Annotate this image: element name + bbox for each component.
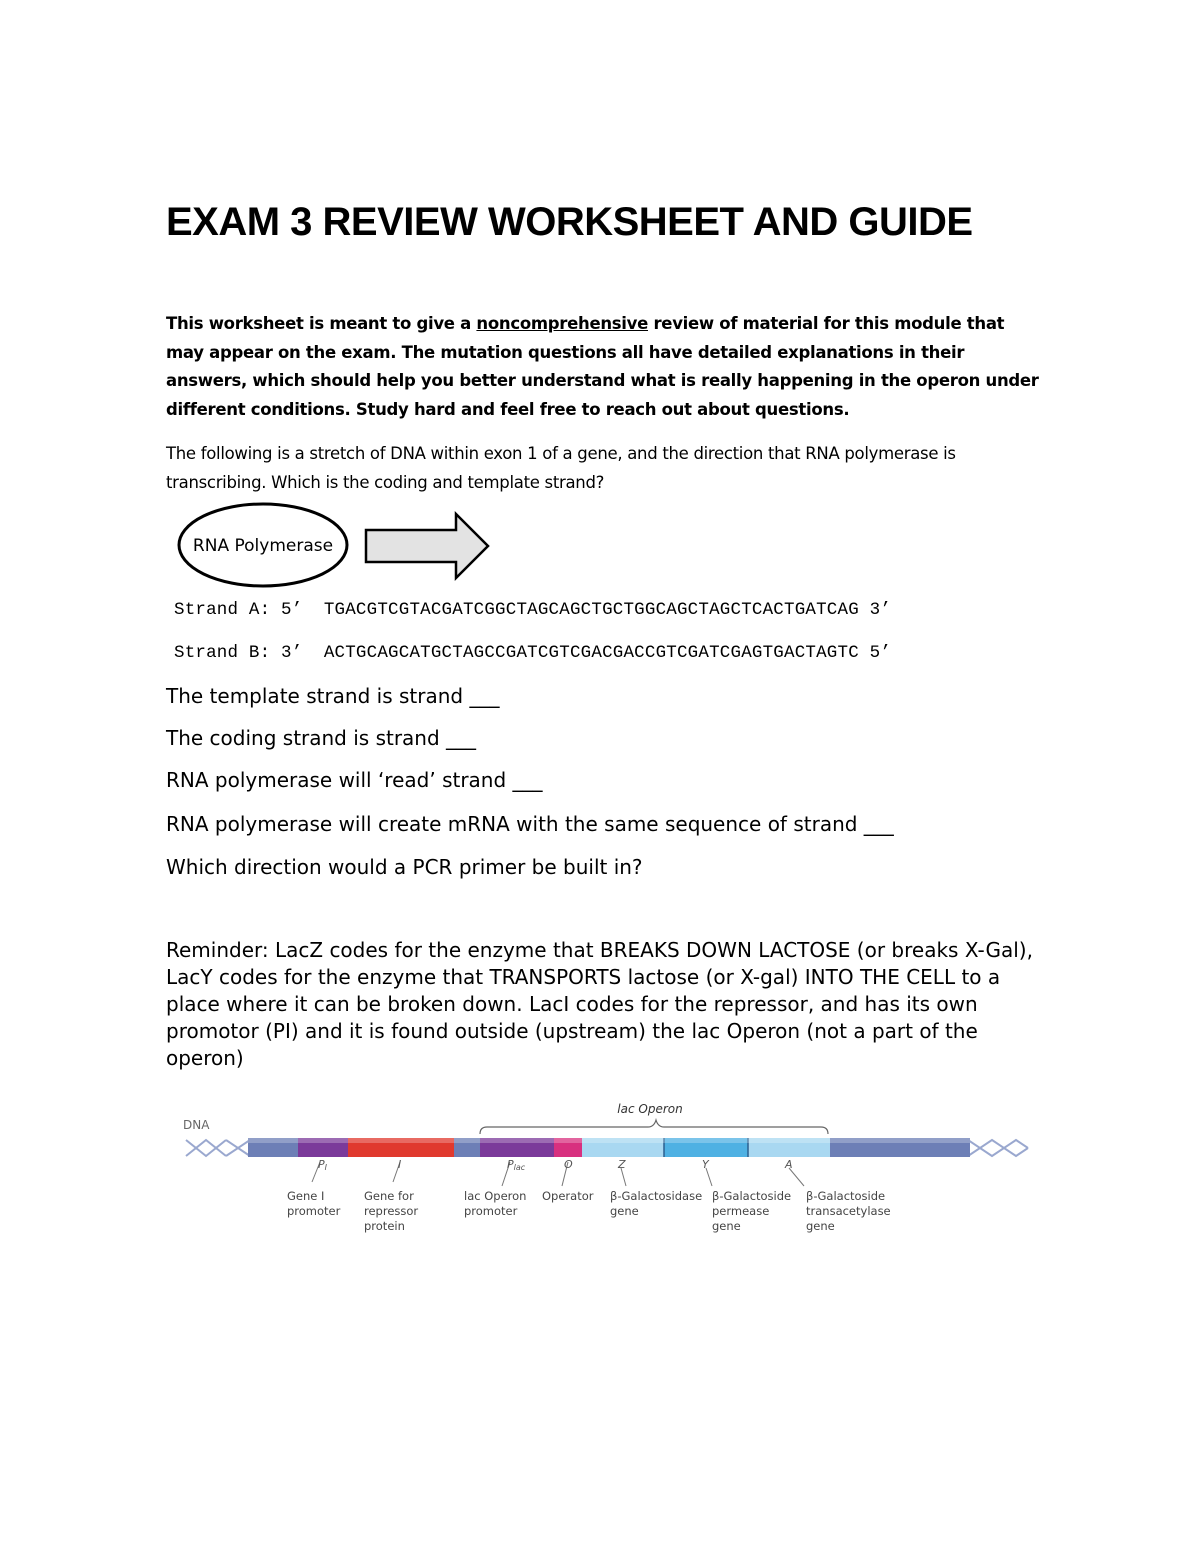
permease-caption: β-Galactoside permease gene xyxy=(712,1189,792,1233)
dna-twist-left-icon xyxy=(186,1140,250,1156)
gene-i-promoter-letter: PI xyxy=(318,1158,327,1172)
dna-highlight xyxy=(248,1138,970,1143)
lac-promoter-caption: lac Operon promoter xyxy=(464,1189,527,1218)
lac-operon-label: lac Operon xyxy=(617,1102,683,1116)
lacz-letter: Z xyxy=(618,1158,626,1171)
reminder-paragraph: Reminder: LacZ codes for the enzyme that BREAKS DOWN LACTOSE (or breaks X-Gal), LacY codes for the enzyme that TRANSPORTS lactose (or X-gal) INTO THE CELL to a place where it can be broken down. LacI codes for the repressor, and has its own promotor (PI) and it is found outside (upstream) the lac Operon (not a part of the operon) xyxy=(166,938,1033,1070)
rna-polymerase-diagram xyxy=(176,500,506,592)
operator-letter: O xyxy=(564,1158,573,1171)
repressor-gene-letter: I xyxy=(398,1158,402,1171)
operator-caption: Operator xyxy=(542,1189,594,1203)
transacetylase-caption: β-Galactoside transacetylase gene xyxy=(806,1189,891,1233)
transcription-direction-arrow-icon xyxy=(366,514,488,578)
pointer-lines xyxy=(312,1162,804,1186)
intro-text-end: review of material for this module that may appear on the exam. The mutation questions all have detailed explanations in their answers, which should help you better understand what is really happening in the operon under different conditions. Study hard and feel free to reach out about questions. xyxy=(166,314,1039,419)
question-read-strand: RNA polymerase will ‘read’ strand ___ xyxy=(166,768,543,792)
question-template-strand: The template strand is strand ___ xyxy=(166,684,500,708)
intro-underlined-word: noncomprehensive xyxy=(476,314,649,333)
dna-twist-right-icon xyxy=(968,1140,1028,1156)
intro-text-start: This worksheet is meant to give a xyxy=(166,314,477,333)
question-pcr-primer: Which direction would a PCR primer be built in? xyxy=(166,855,643,879)
rna-polymerase-label: RNA Polymerase xyxy=(192,536,334,556)
question-mrna-sequence: RNA polymerase will create mRNA with the same sequence of strand ___ xyxy=(166,812,894,836)
repressor-gene-caption: Gene for repressor protein xyxy=(364,1189,419,1233)
question-coding-strand: The coding strand is strand ___ xyxy=(166,726,477,750)
dna-question: The following is a stretch of DNA within exon 1 of a gene, and the direction that RNA polymerase is transcribing. Which is the coding and template strand? xyxy=(166,444,956,492)
lac-operon-diagram xyxy=(178,1096,1038,1246)
lacy-letter: Y xyxy=(702,1158,709,1171)
intro-paragraph xyxy=(166,310,1046,424)
lac-promoter-letter: Plac xyxy=(507,1158,526,1172)
gene-i-promoter-caption: Gene I promoter xyxy=(287,1189,341,1218)
operon-bracket xyxy=(480,1120,828,1134)
galactosidase-caption: β-Galactosidase gene xyxy=(610,1189,703,1218)
dna-label: DNA xyxy=(183,1118,210,1132)
strand-b: Strand B: 3’ ACTGCAGCATGCTAGCCGATCGTCGACGACCGTCGATCGAGTGACTAGTC 5’ xyxy=(174,643,892,663)
strand-a: Strand A: 5’ TGACGTCGTACGATCGGCTAGCAGCTGCTGGCAGCTAGCTCACTGATCAG 3’ xyxy=(174,600,892,620)
laca-letter: A xyxy=(785,1158,793,1171)
page-title: EXAM 3 REVIEW WORKSHEET AND GUIDE xyxy=(166,200,973,244)
